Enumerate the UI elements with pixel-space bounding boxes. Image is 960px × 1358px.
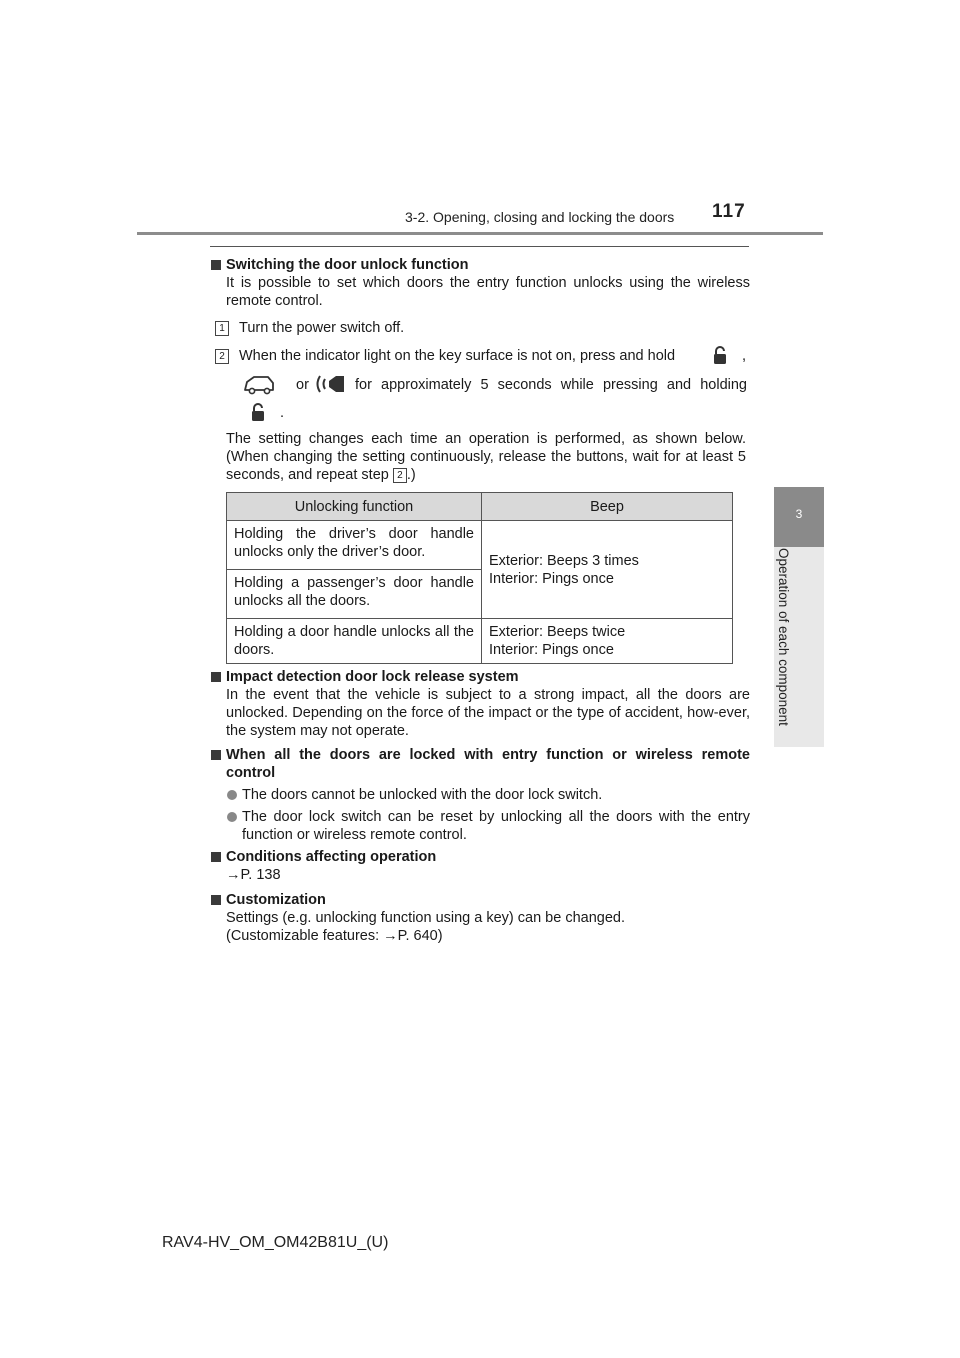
header-rule — [137, 232, 823, 235]
table-cell-beep: Exterior: Beeps twice Interior: Pings once — [482, 619, 733, 664]
document-code: RAV4-HV_OM_OM42B81U_(U) — [162, 1234, 389, 1251]
impact-section — [210, 668, 750, 740]
table-cell-function: Holding a door handle unlocks all the doors. — [227, 619, 482, 664]
chapter-label: Operation of each component — [776, 548, 791, 726]
square-bullet-icon — [211, 672, 221, 682]
conditions-section — [210, 848, 750, 884]
step-number-1: 1 — [215, 321, 229, 336]
customization-line-2: (Customizable features: →P. 640) — [226, 928, 443, 944]
unlock-function-table — [226, 492, 733, 664]
table-row — [227, 521, 733, 570]
chapter-tab — [774, 487, 824, 547]
impact-body: In the event that the vehicle is subject to a strong impact, all the doors are unlocked. Depending on the force of the impact or the type of accident, how-ever, the system may not operate. — [226, 687, 750, 739]
square-bullet-icon — [211, 852, 221, 862]
step-2-text-a: When the indicator light on the key surface is not on, press and hold — [239, 348, 676, 364]
step-1-text: Turn the power switch off. — [239, 320, 405, 336]
step-2-text-b: for approximately 5 seconds while pressing and holding — [355, 377, 747, 393]
table-cell-function: Holding a passenger’s door handle unlocks all the doors. — [227, 570, 482, 619]
customization-heading: Customization — [210, 891, 750, 909]
step-number-2: 2 — [215, 349, 229, 364]
customization-line-1: Settings (e.g. unlocking function using a key) can be changed. — [226, 910, 626, 926]
circle-bullet-icon — [227, 790, 237, 800]
table-header-unlocking-function: Unlocking function — [227, 493, 482, 521]
table-cell-beep: Exterior: Beeps 3 times Interior: Pings once — [482, 521, 733, 619]
lock-icon — [250, 402, 266, 422]
step-reference-2: 2 — [393, 468, 407, 483]
locked-section — [210, 746, 750, 844]
circle-bullet-icon — [227, 812, 237, 822]
section-title: 3-2. Opening, closing and locking the doors — [405, 209, 675, 225]
impact-heading: Impact detection door lock release system — [210, 668, 750, 686]
switching-heading: Switching the door unlock function — [210, 256, 750, 274]
square-bullet-icon — [211, 750, 221, 760]
switching-intro: It is possible to set which doors the entry function unlocks using the wireless remote control. — [226, 275, 750, 309]
page-number: 117 — [712, 201, 746, 222]
conditions-heading: Conditions affecting operation — [210, 848, 750, 866]
lock-icon — [712, 345, 728, 365]
step-2-comma: , — [742, 348, 747, 364]
table-header-row — [227, 493, 733, 521]
car-icon — [242, 372, 276, 396]
table-cell-function: Holding the driver’s door handle unlocks only the driver’s door. — [227, 521, 482, 570]
setting-note: The setting changes each time an operation is performed, as shown below. (When changing the setting continuously, release the buttons, wait for at least 5 seconds, and repeat step 2 .) — [226, 431, 746, 483]
horn-icon — [314, 372, 346, 396]
square-bullet-icon — [211, 895, 221, 905]
square-bullet-icon — [211, 260, 221, 270]
content-rule — [210, 246, 749, 247]
table-row — [227, 619, 733, 664]
table-header-beep: Beep — [482, 493, 733, 521]
locked-heading: When all the doors are locked with entry function or wireless remote control — [210, 746, 750, 782]
chapter-number: 3 — [795, 507, 803, 521]
list-item: The doors cannot be unlocked with the door lock switch. — [210, 786, 750, 804]
step-2-or: or — [296, 377, 309, 393]
conditions-page-ref: →P. 138 — [226, 867, 281, 883]
list-item: The door lock switch can be reset by unlocking all the doors with the entry function or wireless remote control. — [210, 808, 750, 844]
switching-section — [210, 256, 750, 310]
step-2-end: . — [280, 405, 285, 421]
customization-section — [210, 891, 750, 945]
